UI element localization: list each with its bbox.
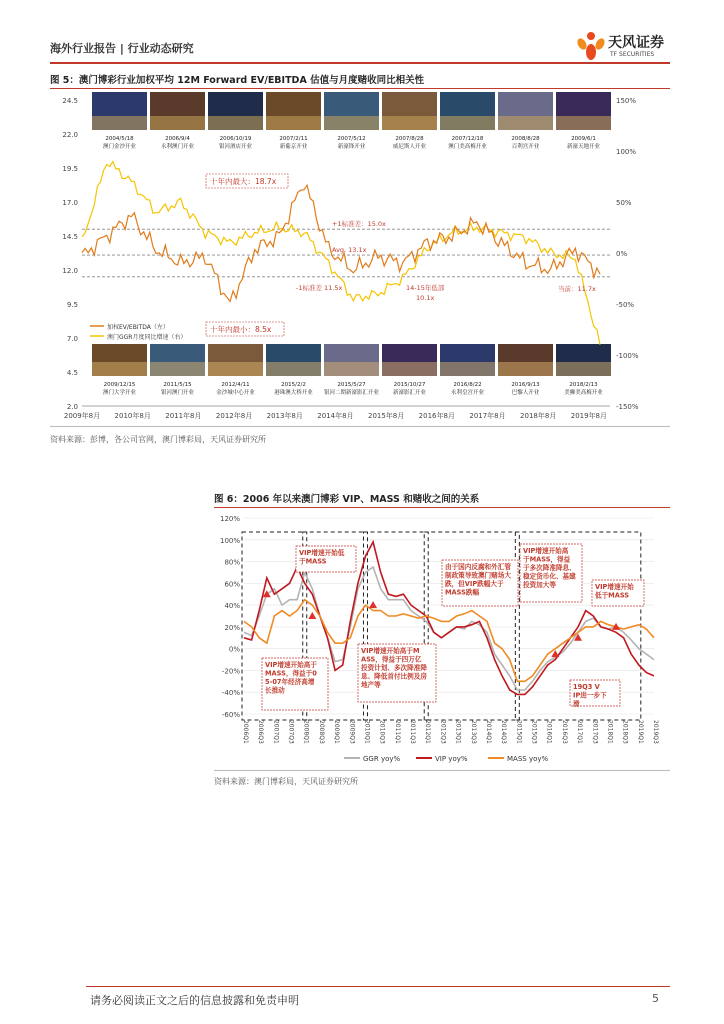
y-left-tick-label: 2.0 [66, 403, 78, 411]
report-header-title: 海外行业报告 | 行业动态研究 [50, 42, 194, 55]
event-bottom-label: 巴黎人开业 [511, 390, 540, 396]
x-tick-label: 2007Q1 [272, 720, 280, 744]
x-tick-label: 2009年8月 [63, 412, 101, 420]
y-tick-label: 40% [224, 602, 240, 611]
y-left-tick-label: 22.0 [62, 131, 78, 139]
annotation-plus-sd: +1标准差：15.0x [332, 220, 386, 229]
event-top-label: 澳门美高梅开业 [448, 144, 487, 150]
y-tick-label: 20% [224, 623, 240, 632]
y-right-tick-label: -100% [616, 352, 639, 360]
annotation-text: 地产等 [361, 681, 381, 689]
y-left-tick-label: 12.0 [62, 267, 78, 275]
x-tick-label: 2013Q1 [454, 720, 462, 744]
y-left-tick-label: 14.5 [62, 233, 78, 241]
event-photo-top-light [92, 116, 147, 130]
annotation-text: 稳定货币化、基建 [523, 572, 576, 581]
y-tick-label: 80% [224, 558, 240, 567]
x-tick-label: 2015Q1 [515, 720, 523, 744]
figure6-legend [344, 755, 549, 763]
annotation-text: VIP增速开始高于M [361, 647, 420, 655]
legend-label: 澳门GGR月度同比增速（右） [107, 334, 187, 341]
event-top-label: 百利宫开业 [511, 144, 540, 150]
x-tick-label: 2011Q3 [409, 720, 417, 744]
y-right-tick-label: 150% [616, 97, 637, 105]
event-top-label: 银河酒店开业 [218, 144, 253, 150]
annotation-text: 投资计划、多次降准降 [361, 664, 427, 672]
event-top-date: 2009/6/1 [571, 136, 596, 142]
annotation-low-1415b: 10.1x [416, 293, 435, 302]
figure5-title: 图 5：澳门博彩行业加权平均 12M Forward EV/EBITDA 估值与月度赌收同比相关性 [50, 75, 425, 86]
x-tick-label: 2016年8月 [418, 412, 455, 420]
header-divider [50, 62, 670, 64]
annotation-low-1415a: 14-15年低部 [406, 283, 445, 292]
figure5-right-axis [616, 97, 639, 411]
x-tick-label: 2012Q1 [424, 720, 432, 744]
x-tick-label: 2009Q1 [333, 720, 341, 744]
y-left-tick-label: 7.0 [66, 335, 78, 343]
event-top-label: 新葡京开业 [279, 144, 308, 150]
page-number: 5 [652, 992, 659, 1005]
legend-label: GGR yoy% [363, 755, 401, 763]
annotation-current: 当前：11.7x [558, 284, 596, 293]
x-tick-label: 2011年8月 [165, 412, 202, 420]
annotation-text: 投资加大等 [523, 581, 556, 589]
figure5-chart [50, 92, 670, 424]
figure6-source: 资料来源：澳门博彩局，天风证券研究所 [214, 777, 358, 786]
event-photo-top-light [498, 116, 553, 130]
annotation-text: MASS跌幅 [445, 588, 480, 597]
legend-label: VIP yoy% [435, 755, 468, 763]
company-logo [574, 30, 684, 64]
event-photo-bottom-light [266, 362, 321, 376]
logo-mark-icon [574, 30, 608, 64]
y-right-tick-label: 50% [616, 199, 632, 207]
annotation-text: 于MASS，得益 [523, 555, 571, 564]
y-right-tick-label: -150% [616, 403, 639, 411]
annotation-text: 19Q3 V [573, 683, 600, 691]
annotation-text: VIP增速开始 [595, 583, 634, 591]
annotation-text: 滑 [573, 700, 580, 708]
event-top-date: 2004/5/18 [105, 136, 134, 142]
x-tick-label: 2012年8月 [215, 412, 253, 420]
event-photo-bottom-light [92, 362, 147, 376]
logo-text-cn: 天风证券 [608, 35, 664, 51]
x-tick-label: 2007Q3 [287, 720, 295, 744]
event-bottom-date: 2016/8/22 [453, 382, 482, 388]
x-tick-label: 2010Q1 [363, 720, 371, 744]
event-photo-bottom-light [498, 362, 553, 376]
event-bottom-date: 2015/10/27 [393, 382, 426, 388]
x-tick-label: 2018Q1 [606, 720, 614, 744]
legend-label: 加权EV/EBITDA（左） [107, 324, 169, 331]
event-bottom-label: 永利皇宫开业 [450, 390, 485, 396]
y-right-tick-label: 100% [616, 148, 637, 156]
x-tick-label: 2016Q1 [545, 720, 553, 744]
figure5-event-photos [92, 92, 611, 396]
x-tick-label: 2018Q3 [621, 720, 629, 744]
x-tick-label: 2008Q1 [302, 720, 310, 744]
event-bottom-date: 2009/12/15 [103, 382, 136, 388]
y-tick-label: 100% [219, 536, 240, 545]
event-top-label: 澳门金沙开业 [102, 144, 137, 150]
annotation-text: 于MASS [299, 557, 327, 566]
figure5-x-axis [64, 411, 607, 420]
annotation-text: ASS，得益于四万亿 [361, 655, 422, 664]
y-right-tick-label: 0% [616, 250, 628, 258]
event-bottom-label: 港珠澳大桥开业 [274, 390, 313, 396]
annotation-text: MASS，得益于0 [265, 669, 317, 678]
y-left-tick-label: 9.5 [66, 301, 78, 309]
event-top-label: 永利澳门开业 [160, 144, 195, 150]
x-tick-label: 2017年8月 [469, 412, 506, 420]
x-tick-label: 2019Q3 [652, 720, 659, 744]
event-bottom-date: 2015/5/27 [337, 382, 366, 388]
y-left-tick-label: 19.5 [62, 165, 78, 173]
y-left-tick-label: 4.5 [66, 369, 78, 377]
annotation-min: 十年内最小：8.5x [210, 325, 272, 334]
event-top-label: 新濠锋开业 [337, 144, 366, 150]
event-photo-top-light [150, 116, 205, 130]
event-photo-bottom-light [324, 362, 379, 376]
event-photo-bottom-light [382, 362, 437, 376]
annotation-text: 5-07年经济高增 [265, 678, 315, 686]
marker-triangle [308, 612, 316, 619]
event-top-date: 2008/8/28 [511, 136, 540, 142]
figure5-legend [90, 323, 186, 341]
event-bottom-date: 2016/9/13 [511, 382, 540, 388]
x-tick-label: 2017Q3 [591, 720, 599, 744]
x-tick-label: 2013年8月 [266, 412, 303, 420]
annotation-text: VIP增速开始高 [523, 547, 569, 555]
event-top-label: 威尼斯人开业 [392, 144, 427, 150]
footer-disclaimer[interactable]: 请务必阅读正文之后的信息披露和免责申明 [90, 994, 299, 1007]
x-tick-label: 2006Q1 [242, 720, 249, 744]
x-tick-label: 2010年8月 [114, 412, 151, 420]
x-tick-label: 2009Q3 [348, 720, 356, 744]
marker-triangle [369, 601, 377, 608]
event-top-date: 2006/9/4 [165, 136, 190, 142]
x-tick-label: 2010Q3 [378, 720, 386, 744]
x-tick-label: 2017Q1 [576, 720, 584, 744]
x-tick-label: 2014Q3 [500, 720, 508, 744]
x-tick-label: 2015年8月 [367, 412, 405, 420]
event-photo-bottom-light [208, 362, 263, 376]
figure6-chart [214, 510, 670, 768]
event-bottom-date: 2011/5/15 [163, 382, 192, 388]
event-top-date: 2007/8/28 [395, 136, 424, 142]
event-bottom-date: 2018/2/13 [569, 382, 598, 388]
event-top-date: 2007/5/12 [337, 136, 366, 142]
annotation-text: 制政策导致澳门赌场大 [445, 571, 511, 580]
figure6-y-axis [220, 515, 240, 719]
annotation-text: IP进一步下 [573, 691, 607, 700]
event-top-date: 2007/12/18 [451, 136, 484, 142]
event-top-label: 新濠天地开业 [566, 144, 601, 150]
figure6-bottom-rule [214, 770, 670, 771]
x-tick-label: 2018年8月 [520, 412, 557, 420]
annotation-text: 长推动 [265, 686, 285, 695]
event-bottom-date: 2015/2/2 [281, 382, 306, 388]
event-bottom-label: 银河澳门开业 [160, 390, 195, 396]
event-bottom-label: 美狮美高梅开业 [564, 390, 603, 396]
x-tick-label: 2006Q3 [257, 720, 265, 744]
y-tick-label: -20% [221, 667, 240, 676]
y-left-tick-label: 17.0 [62, 199, 78, 207]
y-tick-label: 120% [219, 515, 240, 523]
event-photo-bottom-light [150, 362, 205, 376]
annotation-max: 十年内最大：18.7x [210, 177, 277, 186]
x-tick-label: 2019Q1 [636, 720, 644, 744]
figure5-left-axis [62, 97, 78, 411]
x-tick-label: 2012Q3 [439, 720, 447, 744]
annotation-minus-sd: -1标准差 11.5x [296, 283, 343, 292]
x-tick-label: 2011Q1 [393, 720, 401, 744]
annotation-text: 低于MASS [595, 591, 630, 600]
y-tick-label: -60% [221, 711, 240, 719]
event-bottom-label: 金沙城中心开业 [216, 390, 255, 396]
event-top-date: 2006/10/19 [219, 136, 252, 142]
event-top-date: 2007/2/11 [279, 136, 308, 142]
event-bottom-label: 澳门大学开业 [102, 390, 137, 396]
x-tick-label: 2015Q3 [530, 720, 538, 744]
y-tick-label: 60% [224, 580, 240, 589]
y-left-tick-label: 24.5 [62, 97, 78, 105]
figure5-title-rule [50, 88, 670, 89]
annotation-text: 息、降低首付比例及房 [361, 672, 427, 681]
x-tick-label: 2008Q3 [317, 720, 325, 744]
legend-label: MASS yoy% [507, 755, 549, 763]
event-bottom-label: 新濠影汇开业 [392, 390, 427, 396]
event-photo-top-light [266, 116, 321, 130]
figure6-x-axis [242, 720, 659, 744]
footer-divider [86, 986, 670, 987]
figure6-title: 图 6：2006 年以来澳门博彩 VIP、MASS 和赌收之间的关系 [214, 494, 480, 505]
event-bottom-label: 银河二期新濠影汇开业 [323, 390, 380, 396]
annotation-text: 由于国内反腐和外汇管 [445, 563, 511, 571]
x-tick-label: 2016Q3 [560, 720, 568, 744]
event-photo-bottom-light [440, 362, 495, 376]
event-photo-top-light [382, 116, 437, 130]
figure5-bottom-rule [50, 426, 670, 427]
event-bottom-date: 2012/4/11 [221, 382, 250, 388]
event-photo-top-light [440, 116, 495, 130]
annotation-text: VIP增速开始低 [299, 549, 345, 557]
annotation-text: VIP增速开始高于 [265, 661, 317, 669]
event-photo-top-light [324, 116, 379, 130]
x-tick-label: 2014Q1 [484, 720, 492, 744]
annotation-text: 跌，但VIP跌幅大于 [445, 580, 504, 588]
y-tick-label: -40% [221, 689, 240, 698]
figure5-source: 资料来源：彭博，各公司官网，澳门博彩局，天风证券研究所 [50, 435, 266, 444]
y-right-tick-label: -50% [616, 301, 635, 309]
annotation-avg: Avg. 13.1x [332, 246, 367, 255]
y-tick-label: 0% [228, 645, 240, 654]
x-tick-label: 2019年8月 [570, 412, 608, 420]
event-photo-top-light [208, 116, 263, 130]
x-tick-label: 2013Q3 [469, 720, 477, 744]
logo-text-en: TF SECURITIES [610, 51, 655, 58]
x-tick-label: 2014年8月 [317, 412, 354, 420]
figure6-title-rule [214, 507, 670, 508]
annotation-text: 于多次降准降息、 [523, 564, 576, 572]
event-photo-bottom-light [556, 362, 611, 376]
event-photo-top-light [556, 116, 611, 130]
